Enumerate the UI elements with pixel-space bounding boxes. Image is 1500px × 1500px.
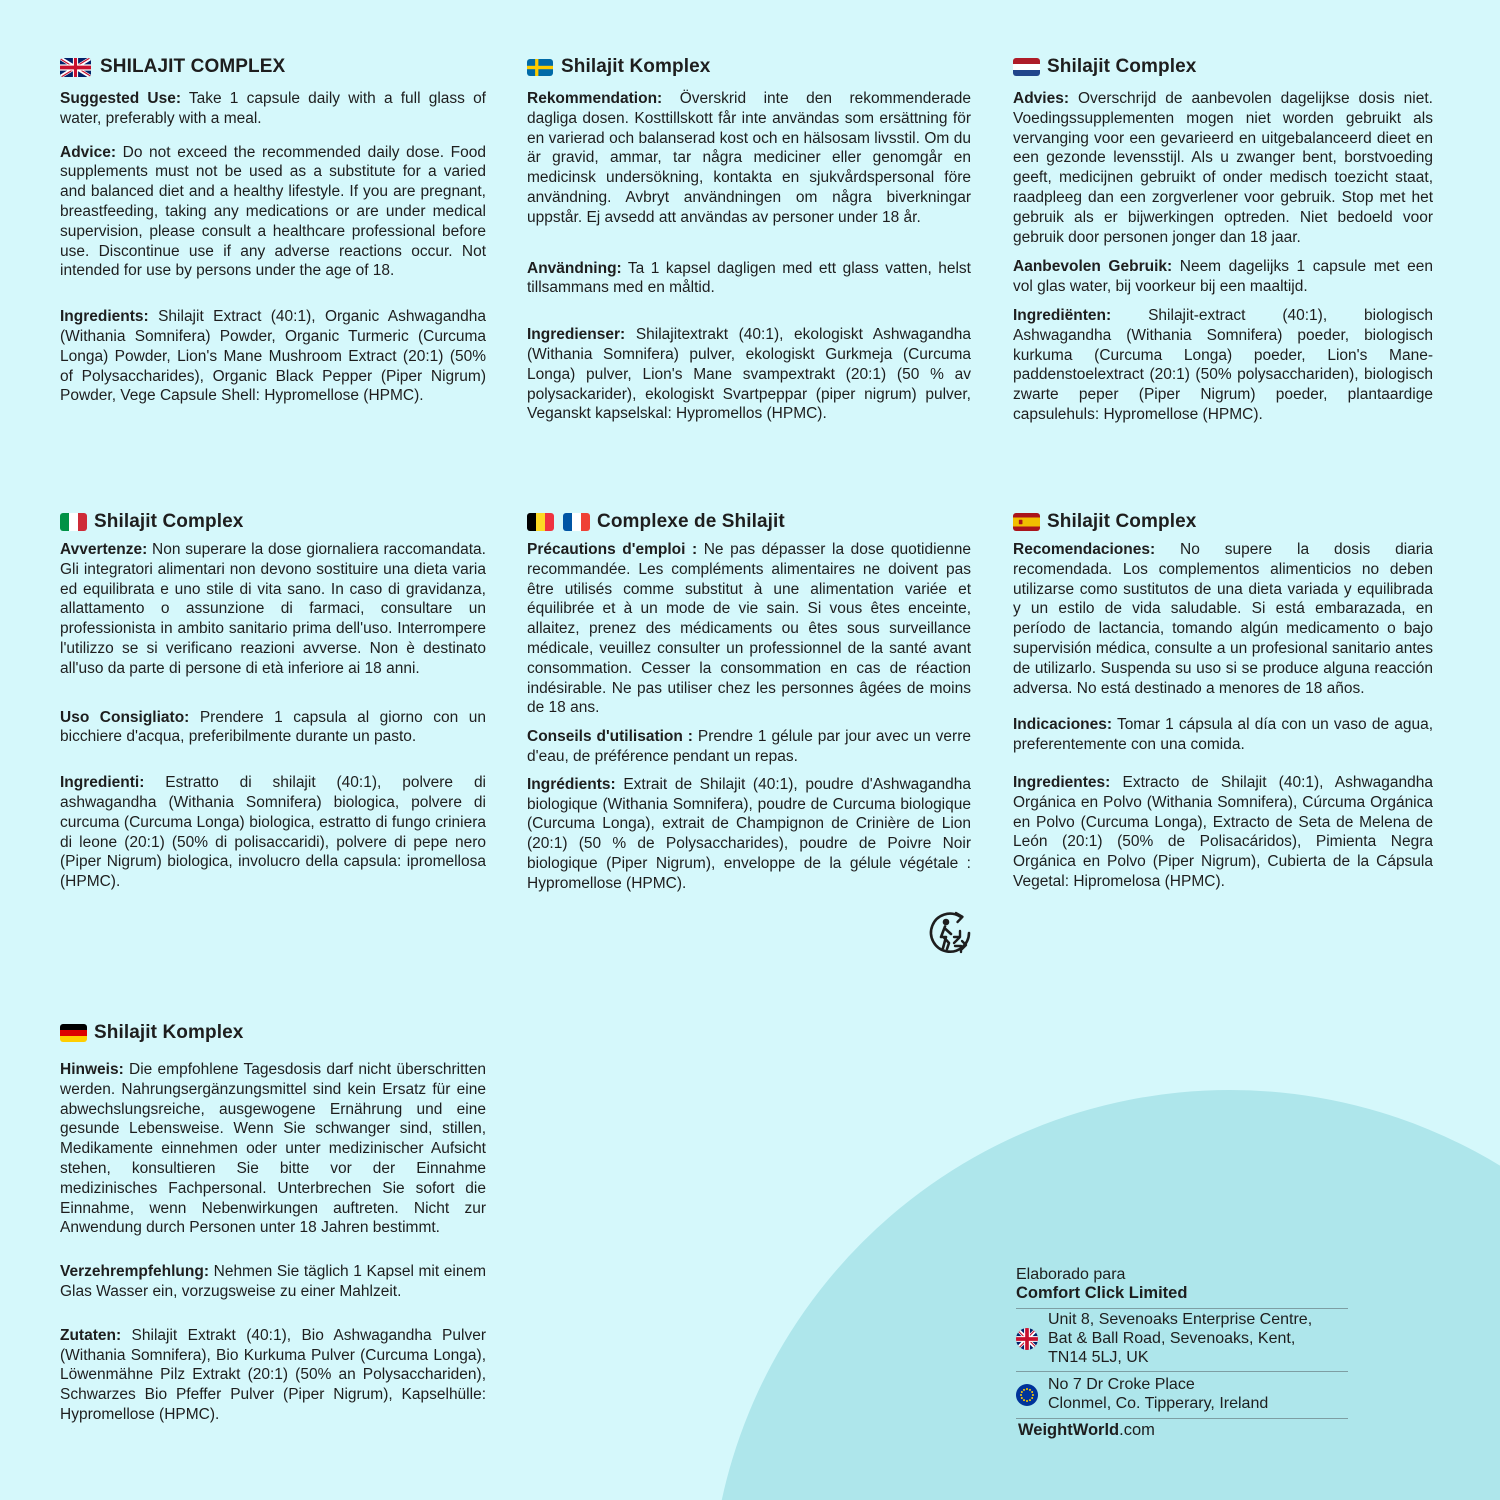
paragraph-label: Verzehrempfehlung: [60, 1263, 209, 1281]
spain-flag-icon [1013, 513, 1040, 531]
website-brand: WeightWorld [1018, 1421, 1120, 1439]
paragraph-text: Estratto di shilajit (40:1), polvere di ashwagandha (Withania Somnifera) biologica, polvere di curcuma (Curcuma Longa) biologica, estratto di fungo criniera di leone (20:1) (50% di polisaccaridi), polvere di pepe nero (Piper Nigrum) biologica, involucro della capsula: ipromellosa (HPMC). [60, 774, 487, 891]
section-heading [60, 511, 486, 533]
uk-flag-icon [60, 58, 91, 77]
usage-paragraph [60, 708, 486, 748]
section-heading [60, 1022, 486, 1044]
ingredients-paragraph [527, 325, 971, 424]
paragraph-text: Shilajitextrakt (40:1), ekologiskt Ashwagandha (Withania Somnifera) pulver, ekologiskt Gurkmeja (Curcuma Longa) pulver, Lion's Mane svampextrakt (20:1) (50 % av polysackarider), ekologiskt Svartpeppar (piper nigrum) pulver, Veganskt kapselskal: Hypromellos (HPMC). [527, 326, 971, 423]
paragraph-label: Ingrediënten: [1013, 306, 1112, 324]
paragraph-text: Prendre 1 gélule par jour avec un verre d'eau, de préférence pendant un repas. [527, 728, 971, 765]
paragraph-label: Ingredienser: [527, 326, 626, 344]
paragraph-label: Ingredients: [60, 308, 149, 326]
paragraph-label: Aanbevolen Gebruik: [1013, 258, 1173, 276]
paragraph-label: Advice: [60, 143, 116, 161]
paragraph-text: Överskrid inte den rekommenderade dagliga dosen. Kosttillskott får inte användas som ersättning för en varierad och balanserad kost och en hälsosam livsstil. Om du är gravid, ammar, tar några mediciner eller genomgår en medicinsk undersökning, kontakta en sjukvårdspersonal före användning. Avbryt användningen om några biverkningar uppstår. Ej avsedd att användas av personer under 18 år. [527, 90, 971, 226]
paragraph-label: Précautions d'emploi : [527, 541, 698, 558]
triman-recycling-icon [927, 910, 973, 956]
usage-paragraph [1013, 257, 1433, 297]
manufacturer-address-block [1016, 1263, 1348, 1443]
paragraph-text: Ta 1 kapsel dagligen med ett glass vatten, helst tillsammans med en måltid. [527, 259, 971, 297]
uk-round-flag-icon [1016, 1328, 1038, 1350]
section-swedish [527, 56, 971, 424]
section-title: Shilajit Komplex [561, 56, 711, 77]
recommendation-paragraph [527, 89, 971, 228]
ingredients-paragraph [1013, 306, 1433, 425]
section-title: Shilajit Komplex [94, 1022, 244, 1043]
usage-paragraph [527, 259, 971, 299]
section-title: Shilajit Complex [1047, 56, 1197, 77]
address-line: Unit 8, Sevenoaks Enterprise Centre, [1048, 1311, 1313, 1328]
paragraph-text: No supere la dosis diaria recomendada. Los complementos alimenticios no deben utilizarse como sustitutos de una dieta variada y equilibrada y un estilo de vida saludable. Si está embarazada, en período de lactancia, tomando algún medicamento o bajo supervisión médica, consulte a un profesional sanitario antes de utilizarlo. Suspenda su uso si se produce alguna reacción adversa. No está destinado a menores de 18 años. [1013, 541, 1434, 697]
paragraph-text: Extrait de Shilajit (40:1), poudre d'Ashwagandha biologique (Withania Somnifera), poudre de Curcuma biologique (Curcuma Longa), extrait de Champignon de Crinière de Lion (20:1) (50 % de Polysaccharides), poudre de Poivre Noir biologique (Piper Nigrum), enveloppe de la gélule végétale : Hypromellose (HPMC). [527, 775, 972, 892]
usage-paragraph [60, 1262, 486, 1302]
section-italian [60, 511, 486, 892]
paragraph-label: Hinweis: [60, 1061, 124, 1078]
paragraph-text: Non superare la dose giornaliera raccomandata. Gli integratori alimentari non devono sostituire una dieta varia ed equilibrata e uno stile di vita sano. In caso di gravidanza, allattamento o assunzione di farmaci, consultare un professionista in ambito sanitario prima dell'uso. Interrompere l'utilizzo se si verificano reazioni avverse. Non è destinato all'uso da parte di persone di età inferiore ai 18 anni. [60, 541, 486, 677]
paragraph-label: Avvertenze: [60, 541, 148, 558]
website-tld: .com [1119, 1421, 1155, 1439]
paragraph-label: Indicaciones: [1013, 716, 1113, 734]
italy-flag-icon [60, 513, 87, 531]
paragraph-text: Extracto de Shilajit (40:1), Ashwagandha Orgánica en Polvo (Withania Somnifera), Cúrcuma Orgánica en Polvo (Curcuma Longa), Extracto de Seta de Melena de León (20:1) (50% de Polisacáridos), Pimienta Negra Orgánica en Polvo (Piper Nigrum), Cubierta de la Cápsula Vegetal: Hipromelosa (HPMC). [1013, 773, 1434, 890]
sweden-flag-icon [527, 59, 553, 76]
ingredients-paragraph [1013, 773, 1433, 892]
belgium-flag-icon [527, 513, 554, 531]
usage-paragraph [527, 727, 971, 767]
paragraph-label: Uso Consigliato: [60, 708, 190, 726]
ingredients-paragraph [60, 773, 486, 892]
suggested-use-paragraph [60, 89, 486, 129]
address-line: Bat & Ball Road, Sevenoaks, Kent, [1048, 1330, 1296, 1347]
netherlands-flag-icon [1013, 58, 1040, 76]
paragraph-text: Ne pas dépasser la dose quotidienne recommandée. Les compléments alimentaires ne doivent pas être utilisés comme substitut à une alimentation variée et équilibrée et à un mode de vie sain. Si vous êtes enceinte, allaitez, prenez des médicaments ou êtes sous surveillance médicale, veuillez consulter un professionnel de la santé avant consommation. Cesser la consommation en cas de réaction indésirable. Ne pas utiliser chez les personnes âgées de moins de 18 ans. [527, 541, 971, 717]
notice-paragraph [60, 1060, 486, 1238]
paragraph-text: Prendere 1 capsula al giorno con un bicchiere d'acqua, preferibilmente durante un pasto. [60, 708, 486, 746]
ingredients-paragraph [60, 307, 486, 406]
paragraph-label: Ingredienti: [60, 774, 145, 792]
paragraph-label: Conseils d'utilisation : [527, 728, 693, 746]
paragraph-text: Shilajit Extrakt (40:1), Bio Ashwagandha Pulver (Withania Somnifera), Bio Kurkuma Pulver (Curcuma Longa), Löwenmähne Pilz Extrakt (20:1) (50% an Polysacchariden), Schwarzes Bio Pfeffer Pulver (Piper Nigrum), Kapselhülle: Hypromellose (HPMC). [60, 1326, 486, 1423]
section-french [527, 511, 971, 894]
ingredients-paragraph [60, 1326, 486, 1425]
paragraph-label: Ingredientes: [1013, 773, 1111, 791]
section-heading [1013, 56, 1433, 78]
paragraph-text: Shilajit Extract (40:1), Organic Ashwagandha (Withania Somnifera) Powder, Organic Turmeric (Curcuma Longa) Powder, Lion's Mane Mushroom Extract (20:1) (50% of Polysaccharides), Organic Black Pepper (Piper Nigrum) Powder, Vege Capsule Shell: Hypromellose (HPMC). [60, 308, 486, 405]
section-heading [60, 56, 486, 78]
paragraph-label: Recomendaciones: [1013, 541, 1156, 558]
paragraph-text: Take 1 capsule daily with a full glass of water, preferably with a meal. [60, 90, 486, 127]
germany-flag-icon [60, 1024, 87, 1042]
ingredients-paragraph [527, 775, 971, 894]
eu-round-flag-icon [1016, 1384, 1038, 1406]
paragraph-label: Advies: [1013, 90, 1069, 107]
paragraph-text: Do not exceed the recommended daily dose. Food supplements must not be used as a substitute for a varied and balanced diet and a healthy lifestyle. If you are pregnant, breastfeeding, taking any medications or are under medical supervision, please consult a healthcare professional before use. Discontinue use if any adverse reactions occur. Not intended for use by persons under the age of 18. [60, 143, 486, 280]
section-spanish [1013, 511, 1433, 892]
divider [1016, 1371, 1348, 1372]
company-name: Comfort Click Limited [1016, 1284, 1188, 1302]
section-english [60, 56, 486, 406]
paragraph-text: Shilajit-extract (40:1), biologisch Ashwagandha (Withania Somnifera) poeder, biologisch kurkuma (Curcuma Longa) poeder, Lion's Mane-paddenstoelextract (20:1) (50% polysacchariden), biologisch zwarte peper (Piper Nigrum) poeder, plantaardige capsulehuls: Hypromellose (HPMC). [1013, 306, 1433, 423]
address-line: No 7 Dr Croke Place [1048, 1376, 1195, 1393]
paragraph-text: Die empfohlene Tagesdosis darf nicht überschritten werden. Nahrungsergänzungsmittel sind kein Ersatz für eine abwechslungsreiche, ausgewogene Ernährung und eine gesunde Lebensweise. Wenn Sie schwanger sind, stillen, Medikamente einnehmen oder unter medizinischer Aufsicht stehen, konsultieren Sie bitte vor der Einnahme medizinisches Fachpersonal. Unterbrechen Sie sofort die Einnahme, wenn Nebenwirkungen auftreten. Nicht zur Anwendung durch Personen unter 18 Jahren bestimmt. [60, 1061, 486, 1237]
website-link[interactable] [1018, 1421, 1155, 1440]
made-for-label: Elaborado para [1016, 1266, 1126, 1283]
paragraph-label: Suggested Use: [60, 90, 181, 107]
paragraph-label: Ingrédients: [527, 775, 616, 793]
precautions-paragraph [527, 540, 971, 718]
section-heading [527, 56, 971, 78]
divider [1016, 1308, 1348, 1309]
advice-paragraph [1013, 89, 1433, 247]
divider [1016, 1418, 1348, 1419]
paragraph-label: Användning: [527, 259, 622, 277]
paragraph-label: Zutaten: [60, 1326, 122, 1344]
ireland-address [1048, 1375, 1268, 1413]
advice-paragraph [60, 143, 486, 282]
paragraph-text: Overschrijd de aanbevolen dagelijkse dosis niet. Voedingssupplementen mogen niet worden gebruikt als vervanging voor een gevarieerd en uitgebalanceerd dieet en een gezonde levensstijl. Als u zwanger bent, borstvoeding geeft, medicijnen gebruikt of onder medisch toezicht staat, raadpleeg dan een zorgverlener voor gebruik. Stop met het gebruik als er bijwerkingen optreden. Niet bedoeld voor gebruik door personen jonger dan 18 jaar. [1013, 90, 1433, 246]
section-german [60, 1022, 486, 1425]
paragraph-text: Tomar 1 cápsula al día con un vaso de agua, preferentemente con una comida. [1013, 716, 1433, 754]
uk-address [1048, 1310, 1312, 1367]
section-dutch [1013, 56, 1433, 425]
section-title: Shilajit Complex [94, 511, 244, 532]
section-heading [1013, 511, 1433, 533]
paragraph-text: Nehmen Sie täglich 1 Kapsel mit einem Glas Wasser ein, vorzugsweise zu einer Mahlzeit. [60, 1263, 486, 1300]
section-title: Shilajit Complex [1047, 511, 1197, 532]
paragraph-label: Rekommendation: [527, 90, 663, 107]
section-heading [527, 511, 971, 533]
section-title: Complexe de Shilajit [597, 511, 785, 532]
address-line: TN14 5LJ, UK [1048, 1349, 1149, 1366]
address-line: Clonmel, Co. Tipperary, Ireland [1048, 1395, 1269, 1412]
france-flag-icon [563, 513, 590, 531]
paragraph-text: Neem dagelijks 1 capsule met een vol glas water, bij voorkeur bij een maaltijd. [1013, 258, 1434, 296]
section-title: SHILAJIT COMPLEX [100, 56, 286, 77]
usage-paragraph [1013, 715, 1433, 755]
recommendations-paragraph [1013, 540, 1433, 698]
warnings-paragraph [60, 540, 486, 679]
